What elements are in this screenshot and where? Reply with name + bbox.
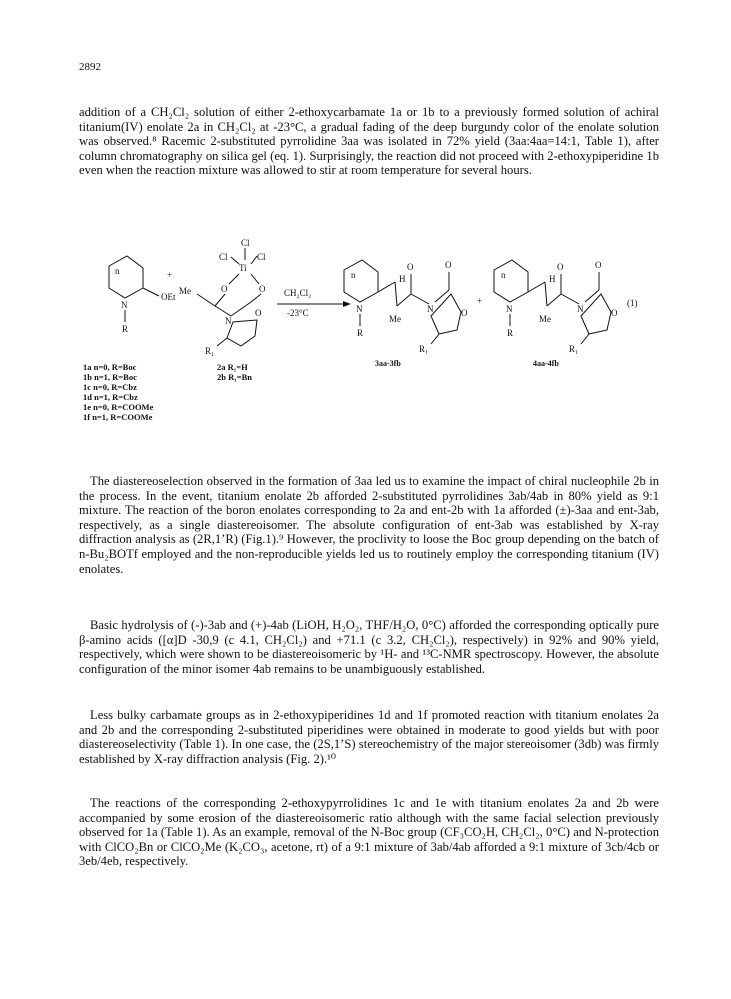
scheme-drawing: [79, 236, 659, 464]
product3-o2: O: [445, 260, 452, 270]
legend-1e: 1e n=0, R=COOMe: [83, 402, 154, 412]
legend-1f: 1f n=1, R=COOMe: [83, 412, 153, 422]
reaction-arrow: [277, 288, 351, 318]
product-4-structure: [494, 260, 618, 354]
reaction-scheme: [79, 236, 659, 464]
plus-sign-2: +: [477, 296, 483, 306]
legend-2b: 2b R₁=Bn: [217, 372, 253, 382]
paragraph-5: The reactions of the corresponding 2-ethoxypyrrolidines 1c and 1e with titanium enolates 2a and 2b were accompanied by some erosion of the diastereoisomeric ratio although with the same facial selection previously observed for 1a (Table 1). As an example, removal of the N-Boc group (CF₃CO₂H, CH₂Cl₂, 0°C) and N-protection with ClCO₂Bn or ClCO₂Me (K₂CO₃, acetone, rt) of a 9:1 mixture of 3ab/4ab afforded a 9:1 mixture of 3cb/4cb or 3eb/4eb, respectively.: [79, 796, 659, 869]
o-label-3: O: [255, 308, 262, 318]
product4-h: H: [549, 274, 556, 284]
product3-ring-size: n: [351, 270, 356, 280]
product4-n2: N: [577, 304, 584, 314]
product4-r: R: [507, 328, 514, 338]
page-number: 2892: [79, 61, 101, 73]
r-label: R: [122, 324, 129, 334]
product4-me: Me: [539, 314, 551, 324]
cl-top: Cl: [241, 238, 250, 248]
paragraph-4: Less bulky carbamate groups as in 2-ethoxypiperidines 1d and 1f promoted reaction with titanium enolates 2a and 2b and the corresponding 2-substituted piperidines were obtained in moderate to good yields but with poor diastereoselectivity (Table 1). In one case, the (2S,1’S) stereochemistry of the major stereoisomer (3db) was firmly established by X-ray diffraction analysis (Fig. 2).¹⁰: [79, 708, 659, 766]
me-label: Me: [179, 286, 191, 296]
product4-o1: O: [557, 262, 564, 272]
legend-1c: 1c n=0, R=Cbz: [83, 382, 137, 392]
product4-o2: O: [595, 260, 602, 270]
legend-reactant-2: [217, 362, 252, 382]
paragraph-1: addition of a CH₂Cl₂ solution of either 2-ethoxycarbamate 1a or 1b to a previously formed solution of achiral titanium(IV) enolate 2a in CH₂Cl₂ at -23°C, a gradual fading of the deep burgundy color of the enolate solution was observed.⁸ Racemic 2-substituted pyrrolidine 3aa was isolated in 72% yield (3aa:4aa=14:1, Table 1), after column chromatography on silica gel (eq. 1). Surprisingly, the reaction did not proceed with 2-ethoxypiperidine 1b even when the reaction mixture was allowed to stir at room temperature for several hours.: [79, 105, 659, 178]
paragraph-2: The diastereoselection observed in the formation of 3aa led us to examine the impact of chiral nucleophile 2b in the process. In the event, titanium enolate 2b afforded 2-substituted pyrrolidines 3ab/4ab in 80% yield as 9:1 mixture. The reaction of the boron enolates corresponding to 2a and ent-2b with 1a afforded (±)-3aa and ent-3ab, respectively, as a single diastereoisomer. The absolute configuration of ent-3ab was established by X-ray diffraction analysis as (2R,1’R) (Fig.1).⁹ However, the proclivity to loose the Boc group depending on the batch of n-Bu₂BOTf employed and the non-reproducible yields led us to routinely employ the corresponding titanium (IV) enolates.: [79, 474, 659, 576]
plus-sign-1: +: [167, 270, 173, 280]
product-4-label: 4aa-4fb: [533, 359, 559, 368]
product4-r1: R₁: [569, 344, 579, 354]
product4-o3: O: [611, 308, 618, 318]
oet-label: OEt: [161, 292, 176, 302]
reactant-1-structure: [109, 256, 176, 334]
o-label-2: O: [259, 284, 266, 294]
paragraph-3: Basic hydrolysis of (-)-3ab and (+)-4ab (LiOH, H₂O₂, THF/H₂O, 0°C) afforded the corresponding optically pure β-amino acids ([α]D -30,9 (c 4.1, CH₂Cl₂) and +71.1 (c 3.2, CH₂Cl₂), respectively) in 92% and 90% yield, respectively, which were shown to be diastereoisomeric by ¹H- and ¹³C-NMR spectroscopy. However, the absolute configuration of the minor isomer 4ab remains to be unambiguously established.: [79, 618, 659, 676]
product4-ring-size: n: [501, 270, 506, 280]
product-3-label: 3aa-3fb: [375, 359, 401, 368]
o-label-1: O: [221, 284, 228, 294]
n-label-2: N: [225, 316, 232, 326]
product3-h: H: [399, 274, 406, 284]
product4-n: N: [506, 304, 513, 314]
product3-me: Me: [389, 314, 401, 324]
legend-1a: 1a n=0, R=Boc: [83, 362, 137, 372]
product3-o3: O: [461, 308, 468, 318]
product3-o1: O: [407, 262, 414, 272]
legend-2a: 2a R₁=H: [217, 362, 248, 372]
arrow-temperature: -23°C: [287, 308, 309, 318]
product3-n2: N: [427, 304, 434, 314]
legend-reactant-1: [83, 362, 153, 422]
arrow-solvent: CH₂Cl₂: [284, 288, 312, 298]
n-label: N: [121, 300, 128, 310]
legend-1b: 1b n=1, R=Boc: [83, 372, 137, 382]
legend-1d: 1d n=1, R=Cbz: [83, 392, 138, 402]
reactant-2-structure: [179, 238, 266, 356]
cl-right: Cl: [257, 252, 266, 262]
cl-left: Cl: [219, 252, 228, 262]
ti-label: Ti: [239, 263, 247, 273]
product3-n: N: [356, 304, 363, 314]
product-3-structure: [344, 260, 468, 354]
equation-number: (1): [627, 298, 638, 308]
ring-size-label: n: [115, 266, 120, 276]
product3-r: R: [357, 328, 364, 338]
product3-r1: R₁: [419, 344, 429, 354]
r1-label: R₁: [205, 346, 215, 356]
